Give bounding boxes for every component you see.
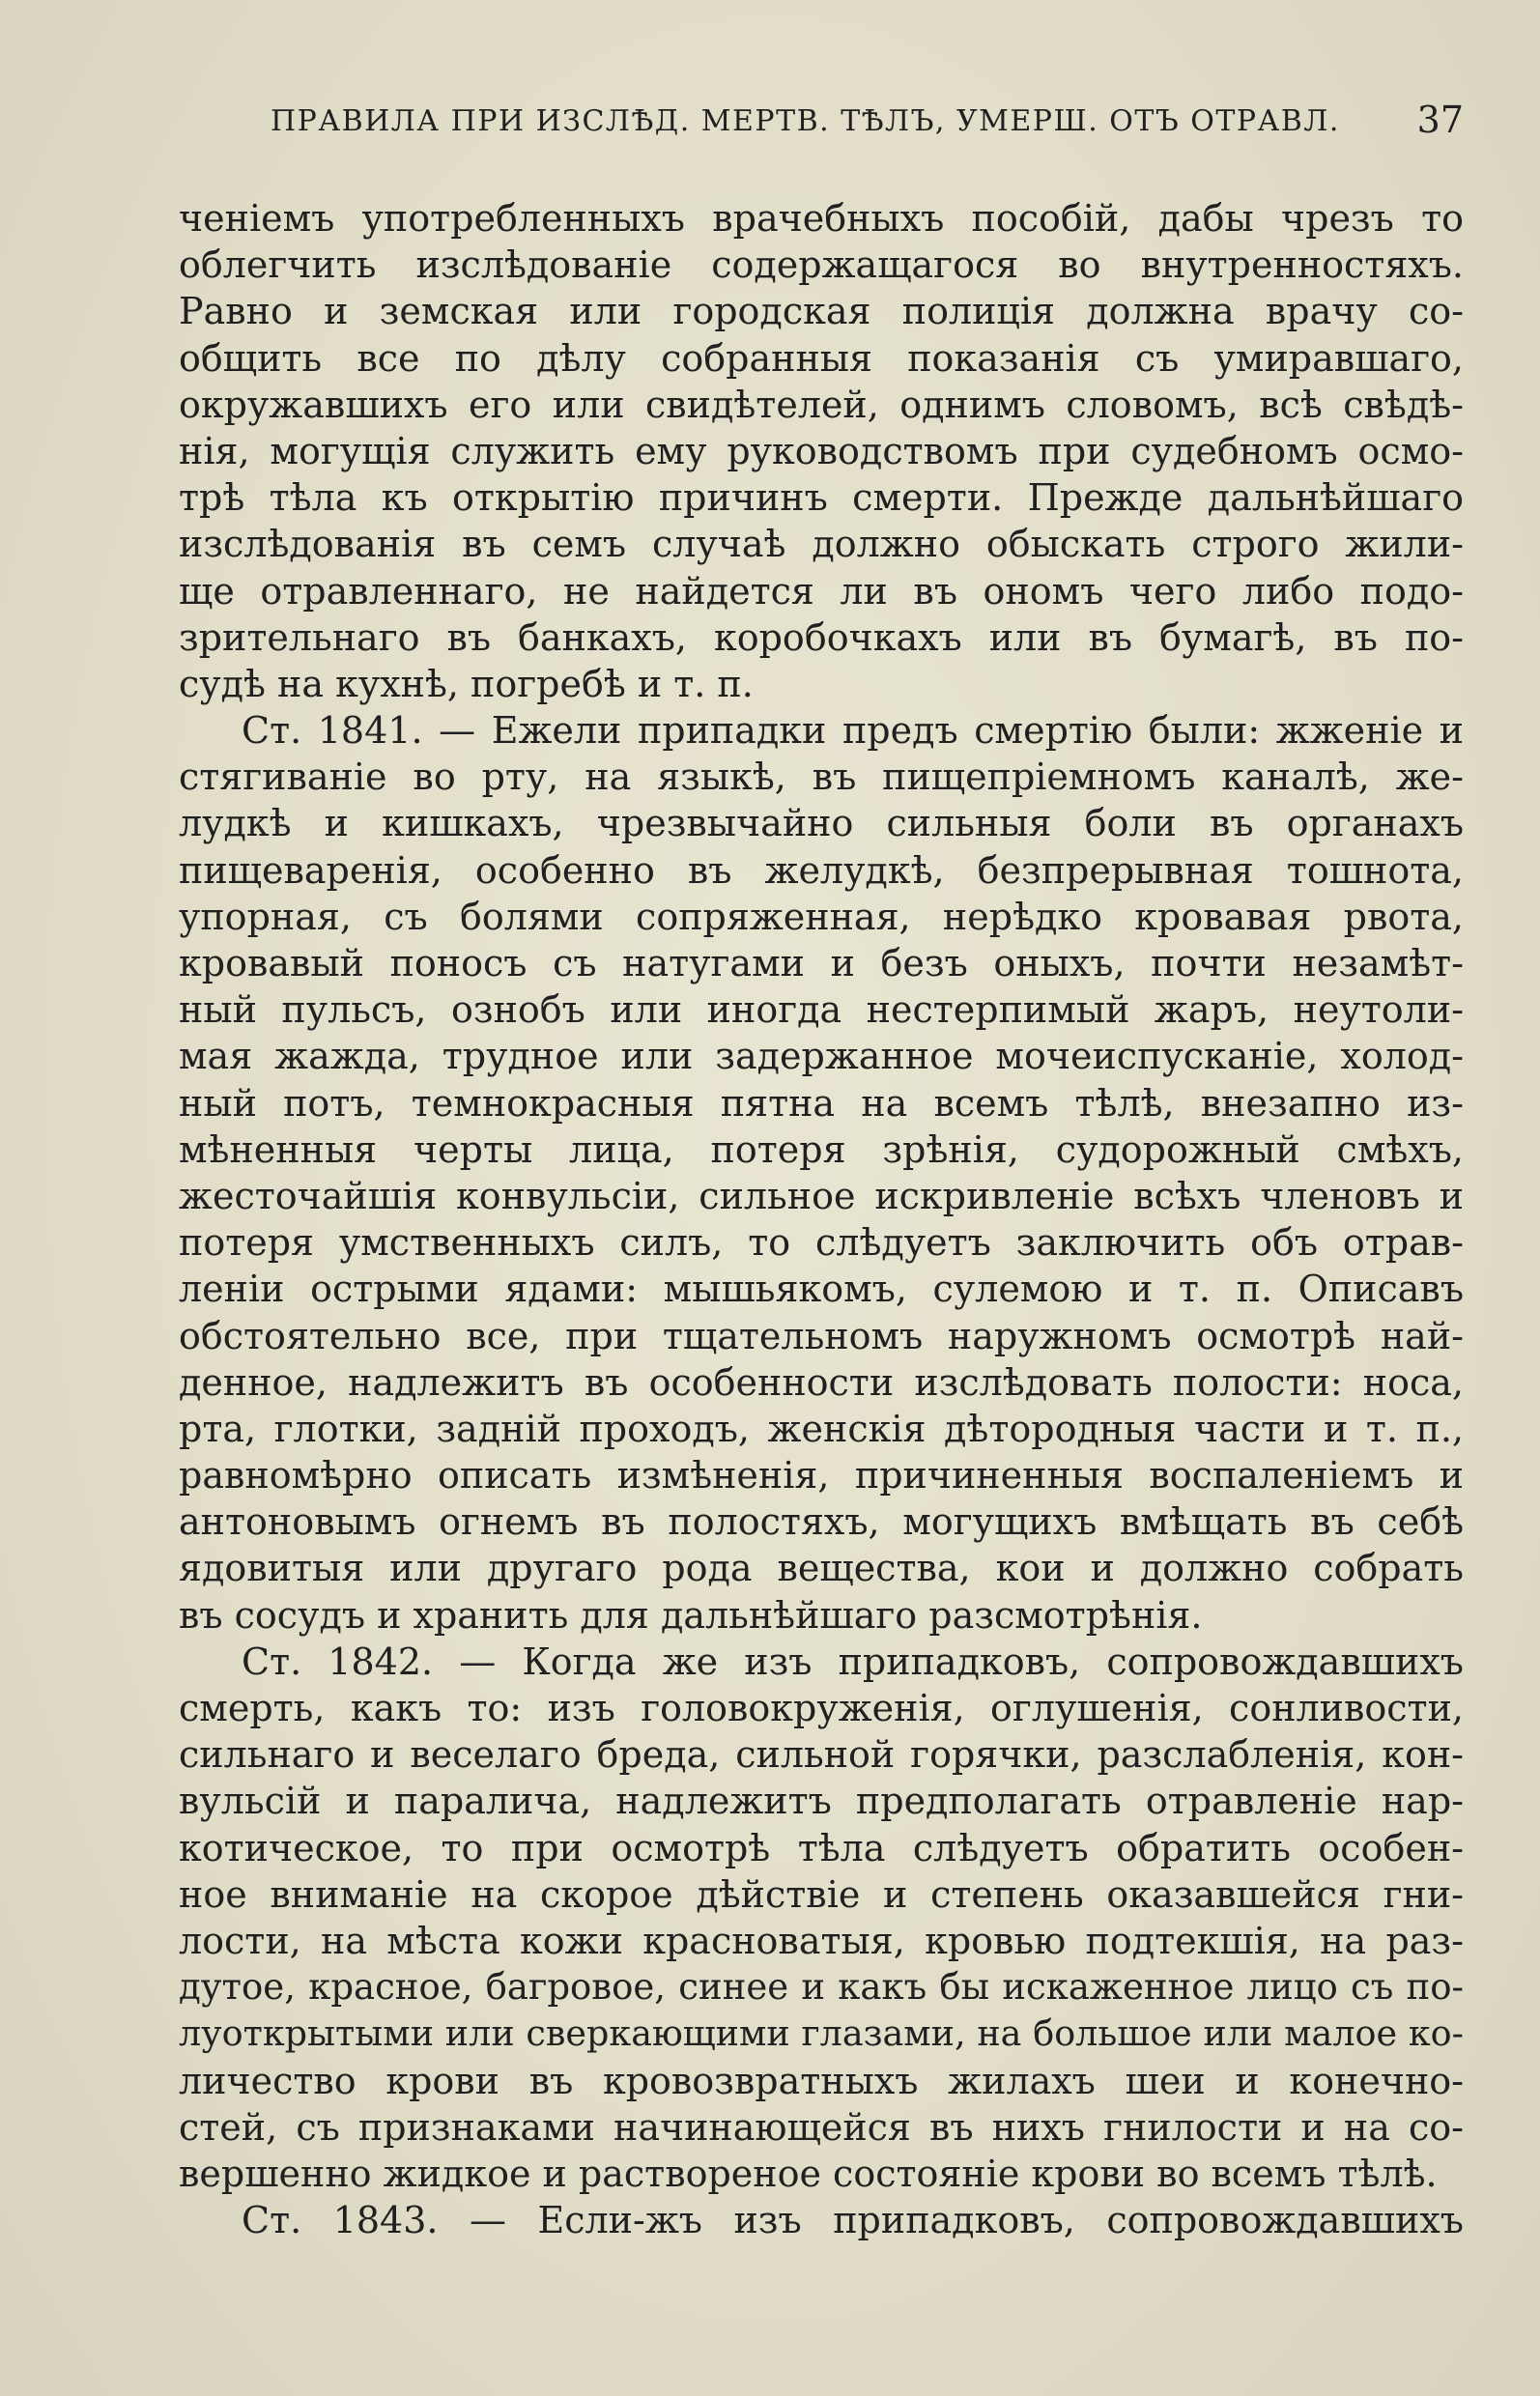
text-line: леніи острыми ядами: мышьякомъ, сулемою и т. п. Описавъ xyxy=(179,1268,1464,1311)
text-line: упорная, съ болями сопряженная, нерѣдко кровавая рвота, xyxy=(179,895,1464,938)
body-text xyxy=(179,195,1464,2243)
text-line: кровавый поносъ съ натугами и безъ оныхъ, почти незамѣт- xyxy=(179,942,1464,984)
text-line: вульсій и паралича, надлежитъ предполагать отравленіе нар- xyxy=(179,1780,1464,1823)
text-line: нія, могущія служить ему руководствомъ при судебномъ осмо- xyxy=(179,429,1464,472)
text-line: ное вниманіе на скорое дѣйствіе и степень оказавшейся гни- xyxy=(179,1872,1464,1916)
text-line: окружавшихъ его или свидѣтелей, однимъ словомъ, всѣ свѣдѣ- xyxy=(179,383,1464,426)
text-line: луоткрытыми или сверкающими глазами, на большое или малое ко- xyxy=(179,2012,1464,2055)
text-line: судѣ на кухнѣ, погребѣ и т. п. xyxy=(179,662,754,705)
text-line: потеря умственныхъ силъ, то слѣдуетъ заключить объ отрав- xyxy=(179,1221,1464,1265)
text-line: антоновымъ огнемъ въ полостяхъ, могущихъ вмѣщать въ себѣ xyxy=(179,1500,1464,1544)
text-line: въ сосудъ и хранить для дальнѣйшаго разсмотрѣнія. xyxy=(179,1593,1203,1637)
text-line: лудкѣ и кишкахъ, чрезвычайно сильныя боли въ органахъ xyxy=(179,802,1464,845)
text-line: Ст. 1842. — Когда же изъ припадковъ, сопровождавшихъ xyxy=(242,1640,1464,1683)
text-line: трѣ тѣла къ открытію причинъ смерти. Прежде дальнѣйшаго xyxy=(179,476,1464,520)
text-line: Ст. 1841. — Ежели припадки предъ смертію были: жженіе и xyxy=(242,709,1464,753)
running-header xyxy=(271,99,1464,153)
text-line: жесточайшія конвульсіи, сильное искривленіе всѣхъ членовъ и xyxy=(179,1174,1464,1217)
text-line: котическое, то при осмотрѣ тѣла слѣдуетъ обратить особен- xyxy=(179,1826,1464,1869)
page-number: 37 xyxy=(1416,99,1464,141)
text-line: лости, на мѣста кожи красноватыя, кровью подтекшія, на раз- xyxy=(179,1919,1464,1962)
text-line: стягиваніе во рту, на языкѣ, въ пищепріемномъ каналѣ, же- xyxy=(179,756,1464,799)
text-line: рта, глотки, задній проходъ, женскія дѣтородныя части и т. п., xyxy=(179,1407,1464,1450)
text-line: общить все по дѣлу собранныя показанія съ умиравшаго, xyxy=(179,336,1464,380)
text-line: дутое, красное, багровое, синее и какъ бы искаженное лицо съ по- xyxy=(179,1966,1464,2009)
text-line: облегчить изслѣдованіе содержащагося во внутренностяхъ. xyxy=(179,243,1464,287)
text-line: денное, надлежитъ въ особенности изслѣдовать полости: носа, xyxy=(179,1360,1464,1404)
text-line: ный потъ, темнокрасныя пятна на всемъ тѣлѣ, внезапно из- xyxy=(179,1081,1464,1125)
text-line: сильнаго и веселаго бреда, сильной горячки, разслабленія, кон- xyxy=(179,1733,1464,1777)
text-line: равномѣрно описать измѣненія, причиненныя воспаленіемъ и xyxy=(179,1454,1464,1498)
text-line: ядовитыя или другаго рода вещества, кои и должно собрать xyxy=(179,1547,1464,1590)
text-line: пищеваренія, особенно въ желудкѣ, безпрерывная тошнота, xyxy=(179,848,1464,892)
text-line: вершенно жидкое и раствореное состояніе крови во всемъ тѣлѣ. xyxy=(179,2152,1438,2195)
text-line: личество крови въ кровозвратныхъ жилахъ шеи и конечно- xyxy=(179,2059,1464,2102)
text-line: ще отравленнаго, не найдется ли въ ономъ чего либо подо- xyxy=(179,569,1464,613)
text-line: смерть, какъ то: изъ головокруженія, оглушенія, сонливости, xyxy=(179,1687,1464,1729)
text-line: изслѣдованія въ семъ случаѣ должно обыскать строго жили- xyxy=(179,523,1464,566)
text-line: обстоятельно все, при тщательномъ наружномъ осмотрѣ най- xyxy=(179,1314,1464,1357)
text-line: мая жажда, трудное или задержанное мочеиспусканіе, холод- xyxy=(179,1035,1464,1078)
text-line: Ст. 1843. — Если-жъ изъ припадковъ, сопровождавшихъ xyxy=(242,2199,1464,2242)
running-title: ПРАВИЛА ПРИ ИЗСЛѢД. МЕРТВ. ТѢЛЪ, УМЕРШ. ОТЪ ОТРАВЛ. xyxy=(271,104,1340,138)
text-line: ный пульсъ, ознобъ или иногда нестерпимый жаръ, неутоли- xyxy=(179,988,1464,1032)
text-line: зрительнаго въ банкахъ, коробочкахъ или въ бумагѣ, въ по- xyxy=(179,615,1464,659)
text-line: ченіемъ употребленныхъ врачебныхъ пособій, дабы чрезъ то xyxy=(179,197,1464,240)
text-line: стей, съ признаками начинающейся въ нихъ гнилости и на со- xyxy=(179,2105,1464,2149)
text-line: мѣненныя черты лица, потеря зрѣнія, судорожный смѣхъ, xyxy=(179,1127,1464,1171)
text-line: Равно и земская или городская полиція должна врачу со- xyxy=(179,290,1464,333)
